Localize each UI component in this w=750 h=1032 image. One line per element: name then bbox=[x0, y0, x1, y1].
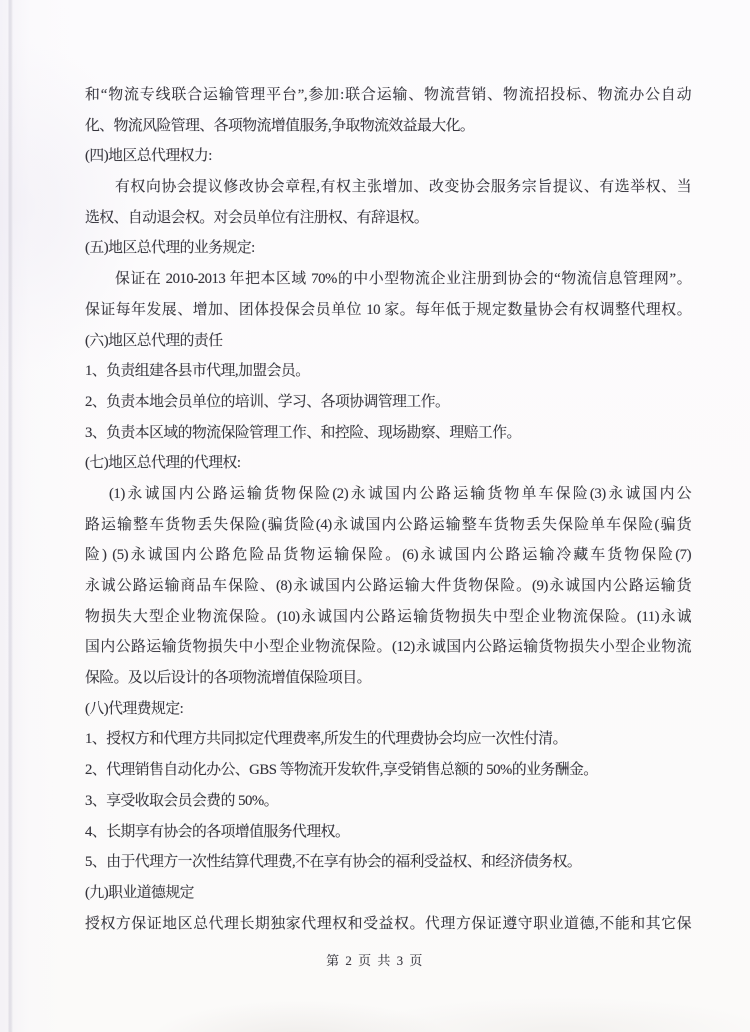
section-heading: (五)地区总代理的业务规定: bbox=[85, 240, 255, 257]
list-item: 1、负责组建各县市代理,加盟会员。 bbox=[85, 363, 310, 380]
text-line: 物损失大型企业物流保险。(10)永诚国内公路运输货物损失中型企业物流保险。(11)永诚 bbox=[85, 608, 691, 625]
section-heading: (九)职业道德规定 bbox=[85, 884, 194, 901]
list-item: 4、长期享有协会的各项增值服务代理权。 bbox=[85, 823, 350, 840]
section-heading: (七)地区总代理的代理权: bbox=[85, 455, 241, 472]
list-item: 3、享受收取会员会费的 50%。 bbox=[85, 792, 278, 809]
text-line: 路运输整车货物丢失保险(骗货险(4)永诚国内公路运输整车货物丢失保险单车保险(骗货 bbox=[85, 516, 691, 533]
page-number-footer: 第 2 页 共 3 页 bbox=[326, 953, 424, 968]
text-line: 授权方保证地区总代理长期独家代理权和受益权。代理方保证遵守职业道德,不能和其它保 bbox=[85, 915, 691, 932]
section-heading: (六)地区总代理的责任 bbox=[85, 332, 223, 349]
text-line: 化、物流风险管理、各项物流增值服务,争取物流效益最大化。 bbox=[85, 117, 475, 134]
text-line: 保险。及以后设计的各项物流增值保险项目。 bbox=[85, 670, 371, 687]
text-line: 有权向协会提议修改协会章程,有权主张增加、改变协会服务宗旨提议、有选举权、当 bbox=[115, 179, 691, 196]
document-body bbox=[85, 80, 691, 939]
list-item: 3、负责本区域的物流保险管理工作、和控险、现场勘察、理赔工作。 bbox=[85, 424, 521, 441]
section-heading: (八)代理费规定: bbox=[85, 700, 184, 717]
list-item: 5、由于代理方一次性结算代理费,不在享有协会的福利受益权、和经济债务权。 bbox=[85, 854, 582, 871]
text-line: 永诚公路运输商品车保险、(8)永诚国内公路运输大件货物保险。(9)永诚国内公路运输货 bbox=[85, 578, 691, 594]
text-line: 险) (5)永诚国内公路危险品货物运输保险。(6)永诚国内公路运输冷藏车货物保险(7) bbox=[85, 547, 691, 564]
text-line: 选权、自动退会权。对会员单位有注册权、有辞退权。 bbox=[85, 209, 429, 226]
list-item: 1、授权方和代理方共同拟定代理费率,所发生的代理费协会均应一次性付清。 bbox=[85, 731, 567, 748]
list-item: 2、代理销售自动化办公、GBS 等物流开发软件,享受销售总额的 50%的业务酬金。 bbox=[85, 762, 598, 779]
text-line: 保证每年发展、增加、团体投保会员单位 10 家。每年低于规定数量协会有权调整代理权。 bbox=[85, 301, 691, 318]
text-line: (1)永诚国内公路运输货物保险(2)永诚国内公路运输货物单车保险(3)永诚国内公 bbox=[109, 485, 691, 502]
text-line: 国内公路运输货物损失中小型企业物流保险。(12)永诚国内公路运输货物损失小型企业物流 bbox=[85, 639, 691, 656]
list-item: 2、负责本地会员单位的培训、学习、各项协调管理工作。 bbox=[85, 393, 450, 410]
section-heading: (四)地区总代理权力: bbox=[85, 148, 212, 165]
text-line: 和“物流专线联合运输管理平台”,参加:联合运输、物流营销、物流招投标、物流办公自动 bbox=[85, 87, 691, 103]
text-line: 保证在 2010-2013 年把本区域 70%的中小型物流企业注册到协会的“物流信息管理网”。 bbox=[115, 271, 691, 288]
